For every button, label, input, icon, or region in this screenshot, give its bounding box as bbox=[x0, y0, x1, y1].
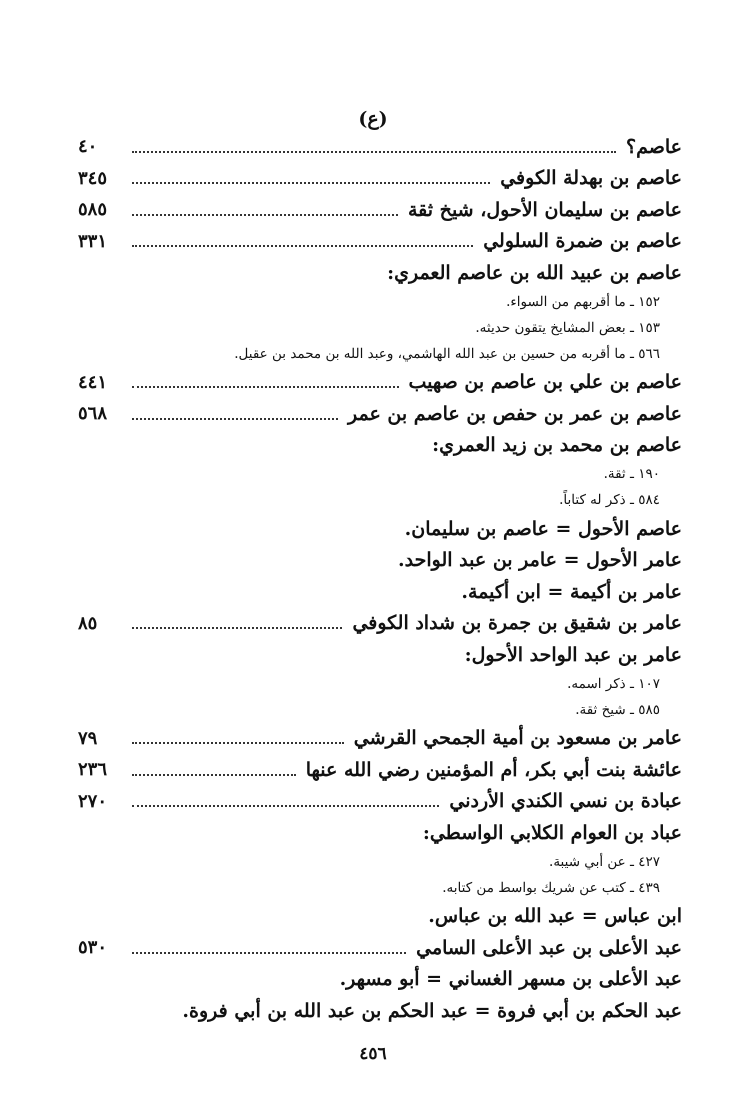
subentry-text: ١٠٧ ـ ذكر اسمه. bbox=[567, 675, 660, 692]
entry-page-number: ٥٣٠ bbox=[78, 937, 108, 959]
index-entry bbox=[78, 723, 682, 755]
index-entry bbox=[78, 608, 682, 640]
index-entry bbox=[78, 639, 682, 671]
entry-name: عباد بن العوام الكلابي الواسطي: bbox=[422, 821, 682, 844]
entry-page-number: ٥٦٨ bbox=[78, 403, 108, 425]
entry-page-number: ٨٥ bbox=[78, 612, 98, 634]
index-subentry bbox=[78, 671, 682, 697]
entry-page-number: ٢٧٠ bbox=[78, 790, 108, 812]
index-entry bbox=[78, 576, 682, 608]
index-entry bbox=[78, 194, 682, 226]
subentry-text: ١٥٢ ـ ما أقربهم من السواء. bbox=[506, 293, 660, 310]
index-subentry bbox=[78, 849, 682, 875]
dot-leader bbox=[132, 774, 296, 776]
entry-name: عائشة بنت أبي بكر، أم المؤمنين رضي الله عنها bbox=[305, 758, 682, 781]
entry-name: عامر بن أكيمة = ابن أكيمة. bbox=[461, 580, 682, 603]
index-entry bbox=[78, 131, 682, 163]
index-subentry bbox=[78, 461, 682, 487]
index-entry bbox=[78, 513, 682, 545]
entry-name: عاصم بن ضمرة السلولي bbox=[483, 230, 682, 253]
dot-leader bbox=[132, 418, 338, 420]
entry-name: عاصم بن عمر بن حفص بن عاصم بن عمر bbox=[348, 402, 682, 425]
index-entry bbox=[78, 545, 682, 577]
index-subentry bbox=[78, 487, 682, 513]
index-entry bbox=[78, 995, 682, 1027]
index-entry bbox=[78, 257, 682, 289]
index-entry bbox=[78, 367, 682, 399]
index-entry bbox=[78, 163, 682, 195]
entry-name: عاصم الأحول = عاصم بن سليمان. bbox=[404, 517, 682, 540]
dot-leader bbox=[132, 151, 616, 153]
index-entry bbox=[78, 754, 682, 786]
entry-page-number: ٧٩ bbox=[78, 727, 98, 749]
entry-page-number: ٣٤٥ bbox=[78, 167, 108, 189]
entry-name: عامر بن مسعود بن أمية الجمحي القرشي bbox=[353, 727, 682, 750]
dot-leader bbox=[132, 805, 439, 807]
entry-name: عامر الأحول = عامر بن عبد الواحد. bbox=[398, 549, 682, 572]
section-letter-heading: (ع) bbox=[358, 108, 388, 130]
entry-name: عامر بن عبد الواحد الأحول: bbox=[464, 643, 682, 666]
entry-page-number: ٥٨٥ bbox=[78, 199, 108, 221]
entry-name: عاصم؟ bbox=[626, 135, 682, 158]
index-entry bbox=[78, 964, 682, 996]
dot-leader bbox=[132, 386, 399, 388]
index-entries-list bbox=[78, 131, 682, 1027]
dot-leader bbox=[132, 742, 344, 744]
index-entry bbox=[78, 817, 682, 849]
subentry-text: ١٩٠ ـ ثقة. bbox=[603, 466, 660, 482]
entry-page-number: ٢٣٦ bbox=[78, 759, 108, 781]
subentry-text: ٤٢٧ ـ عن أبي شيبة. bbox=[549, 853, 660, 870]
entry-name: عبد الأعلى بن عبد الأعلى السامي bbox=[416, 936, 682, 959]
entry-name: ابن عباس = عبد الله بن عباس. bbox=[428, 905, 682, 928]
index-subentry bbox=[78, 341, 682, 367]
dot-leader bbox=[132, 952, 406, 954]
entry-page-number: ٣٣١ bbox=[78, 230, 108, 252]
index-entry bbox=[78, 226, 682, 258]
entry-name: عامر بن شقيق بن جمرة بن شداد الكوفي bbox=[352, 612, 682, 635]
entry-name: عاصم بن عبيد الله بن عاصم العمري: bbox=[387, 261, 682, 284]
entry-name: عبد الحكم بن أبي فروة = عبد الحكم بن عبد الله بن أبي فروة. bbox=[182, 999, 682, 1022]
index-entry bbox=[78, 430, 682, 462]
index-subentry bbox=[78, 315, 682, 341]
index-entry bbox=[78, 932, 682, 964]
entry-name: عاصم بن محمد بن زيد العمري: bbox=[432, 434, 682, 457]
entry-name: عبد الأعلى بن مسهر الغساني = أبو مسهر. bbox=[339, 968, 682, 991]
index-subentry bbox=[78, 289, 682, 315]
dot-leader bbox=[132, 627, 342, 629]
entry-page-number: ٤٠ bbox=[78, 136, 98, 158]
index-entry bbox=[78, 786, 682, 818]
subentry-text: ٥٦٦ ـ ما أقربه من حسين بن عبد الله الهاشمي، وعبد الله بن محمد بن عقيل. bbox=[234, 345, 660, 362]
dot-leader bbox=[132, 182, 490, 184]
index-subentry bbox=[78, 875, 682, 901]
index-subentry bbox=[78, 697, 682, 723]
entry-name: عاصم بن علي بن عاصم بن صهيب bbox=[408, 371, 682, 394]
dot-leader bbox=[132, 245, 473, 247]
subentry-text: ٥٨٤ ـ ذكر له كتاباً. bbox=[559, 492, 660, 508]
dot-leader bbox=[132, 214, 398, 216]
entry-name: عبادة بن نسي الكندي الأردني bbox=[449, 790, 682, 813]
subentry-text: ٥٨٥ ـ شيخ ثقة. bbox=[575, 701, 660, 718]
entry-page-number: ٤٤١ bbox=[78, 371, 108, 393]
subentry-text: ٤٣٩ ـ كتب عن شريك بواسط من كتابه. bbox=[442, 879, 660, 896]
subentry-text: ١٥٣ ـ بعض المشايخ يتقون حديثه. bbox=[475, 319, 660, 336]
entry-name: عاصم بن بهدلة الكوفي bbox=[500, 167, 682, 190]
index-entry bbox=[78, 901, 682, 933]
page-number: ٤٥٦ bbox=[359, 1044, 387, 1064]
entry-name: عاصم بن سليمان الأحول، شيخ ثقة bbox=[407, 198, 682, 221]
index-entry bbox=[78, 398, 682, 430]
